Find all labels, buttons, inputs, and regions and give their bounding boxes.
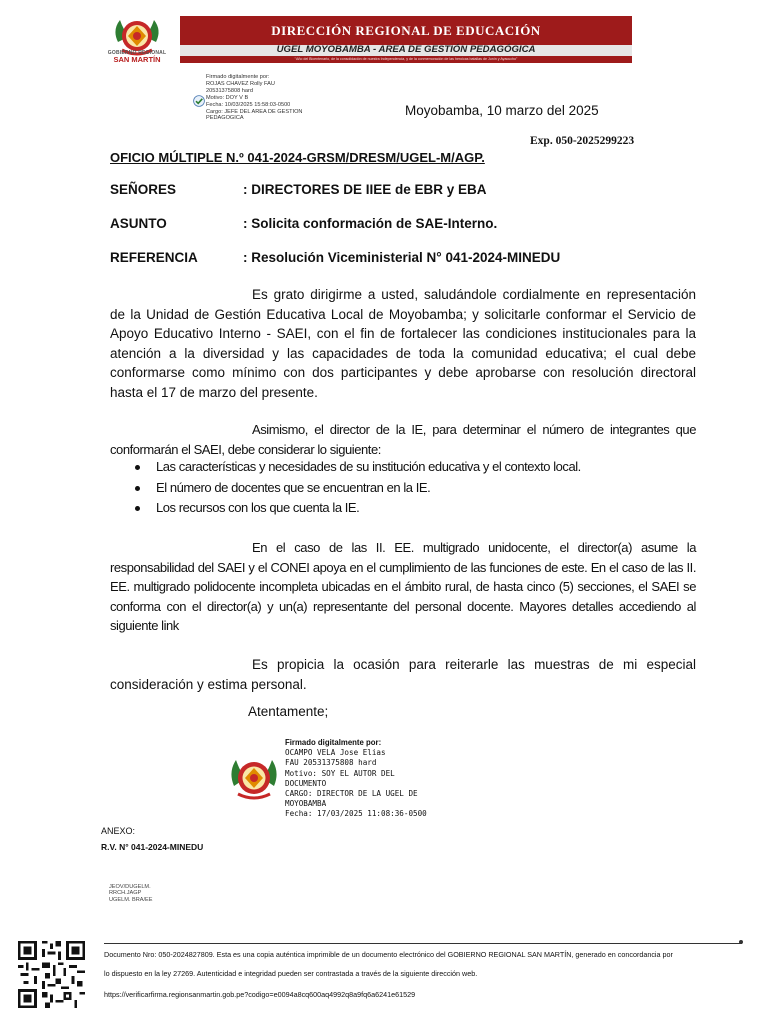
body-paragraph-1 [110, 285, 696, 402]
signature-line: ROJAS CHAVEZ Rolly FAU [206, 80, 275, 87]
footer-divider-end [739, 940, 743, 944]
field-value-senores: : DIRECTORES DE IIEE de EBR y EBA [243, 182, 487, 197]
list-item: Las características y necesidades de su institución educativa y el contexto local. [156, 457, 581, 478]
body-paragraph-3 [110, 538, 696, 636]
signature-line: CARGO: DIRECTOR DE LA UGEL DE [285, 789, 418, 799]
initials-block [109, 884, 153, 903]
field-label-referencia: REFERENCIA [110, 250, 198, 265]
footer-divider [104, 943, 742, 944]
body-paragraph-1-text: Es grato dirigirme a usted, saludándole cordialmente en representación de la Unidad de Gestión Educativa Local de Moyobamba; y solicitarle conformar el Servicio de Apoyo Educativo Interno - SAEI, con el fin de fortalecer las condiciones institucionales para la atención a la diversidad y las capacidades de toda la comunidad educativa; el cual debe conformarse como mínimo con dos participantes y debe aprobarse con resolución directoral hasta el 17 de marzo del presente. [110, 287, 696, 400]
field-value-asunto: : Solicita conformación de SAE-Interno. [243, 216, 498, 231]
initials-line: JEOV/DUGELM. [109, 884, 151, 890]
initials-line: RRCH.JAGP [109, 890, 142, 897]
qr-code-icon[interactable] [18, 941, 85, 1008]
signature-line: Firmado digitalmente por: [285, 738, 382, 747]
header-title: DIRECCIÓN REGIONAL DE EDUCACIÓN [271, 23, 541, 38]
verification-link[interactable]: https://verificarfirma.regionsanmartin.gob.pe?codigo=e0094a8cq600aq4992q8a9fq6a6241e61529 [104, 990, 416, 999]
document-date: Moyobamba, 10 marzo del 2025 [405, 103, 599, 118]
signature-line: Motivo: SOY EL AUTOR DEL [285, 768, 395, 778]
footer-text-line-2: lo dispuesto en la ley 27269. Autenticidad e integridad pueden ser contrastada a través de la siguiente dirección web. [104, 969, 478, 978]
field-label-asunto: ASUNTO [110, 216, 167, 231]
footer-text-line-1: Documento Nro: 050-2024827809. Esta es una copia auténtica imprimible de un documento electrónico del GOBIERNO REGIONAL SAN MARTÍN, generado en concordancia por [104, 950, 673, 959]
body-paragraph-2-text: Asimismo, el director de la IE, para determinar el número de integrantes que conformarán el SAEI, debe considerar lo siguiente: [110, 422, 696, 457]
signature-line: PEDAGOGICA [206, 115, 244, 122]
signature-line: Fecha: 10/03/2025 15:58:03-0500 [206, 101, 291, 108]
signature-line: 20531375808 hard [206, 87, 253, 94]
document-reference-title: OFICIO MÚLTIPLE N.º 041-2024-GRSM/DRESM/UGEL-M/AGP. [110, 150, 485, 165]
signature-line: FAU 20531375808 hard [285, 758, 377, 768]
field-label-senores: SEÑORES [110, 182, 177, 197]
signature-line: MOYOBAMBA [285, 799, 327, 809]
logo-caption-bottom: SAN MARTÍN [113, 55, 161, 64]
digital-signature-1 [206, 74, 336, 122]
signature-line: DOCUMENTO [285, 778, 327, 788]
field-value-referencia: : Resolución Viceministerial N° 041-2024-MINEDU [243, 250, 561, 265]
signature-line: Fecha: 17/03/2025 11:08:36-0500 [285, 809, 427, 819]
digital-signature-2 [285, 738, 427, 820]
logo-caption-top: GOBIERNO REGIONAL [107, 50, 167, 56]
annex-label: ANEXO: [101, 826, 136, 836]
list-item: El número de docentes que se encuentran en la IE. [156, 478, 581, 499]
regional-seal-icon [226, 752, 282, 804]
initials-line: UGELM. BRA/EE [109, 896, 153, 903]
signature-line: Cargo: JEFE DEL AREA DE GESTION [206, 108, 303, 115]
list-item: Los recursos con los que cuenta la IE. [156, 498, 581, 519]
body-paragraph-4-text: Es propicia la ocasión para reiterarle las muestras de mi especial consideración y estima personal. [110, 657, 696, 692]
body-paragraph-3-text: En el caso de las II. EE. multigrado unidocente, el director(a) asume la responsabilidad del SAEI y el CONEI apoya en el cumplimiento de las funciones de este. En el caso de las II. EE. multigrado polidocente incompleta ubicadas en el ámbito rural, de hasta cinco (5) secciones, el SAEI se conforma con el director(a) y un(a) representante del personal docente. Mayores detalles accediendo al siguiente link [110, 540, 696, 633]
body-paragraph-2 [110, 420, 696, 459]
header-motto: "Año del Bicentenario, de la consolidación de nuestra Independencia, y de la conmemoración de las heroicas batallas de Junín y Ayacucho" [294, 56, 518, 61]
considerations-list [110, 457, 581, 519]
closing-text: Atentamente; [248, 704, 329, 719]
signature-line: Firmado digitalmente por: [206, 74, 270, 80]
expediente-number: Exp. 050-2025299223 [530, 135, 635, 147]
body-paragraph-4 [110, 655, 696, 694]
signature-line: Motivo: DOY V B [206, 94, 249, 101]
check-circle-icon [193, 95, 205, 107]
annex-item: R.V. N° 041-2024-MINEDU [101, 842, 204, 852]
signature-line: OCAMPO VELA Jose Elias [285, 748, 386, 758]
header-subtitle: UGEL MOYOBAMBA - AREA DE GESTIÓN PEDAGÓGICA [276, 44, 536, 55]
